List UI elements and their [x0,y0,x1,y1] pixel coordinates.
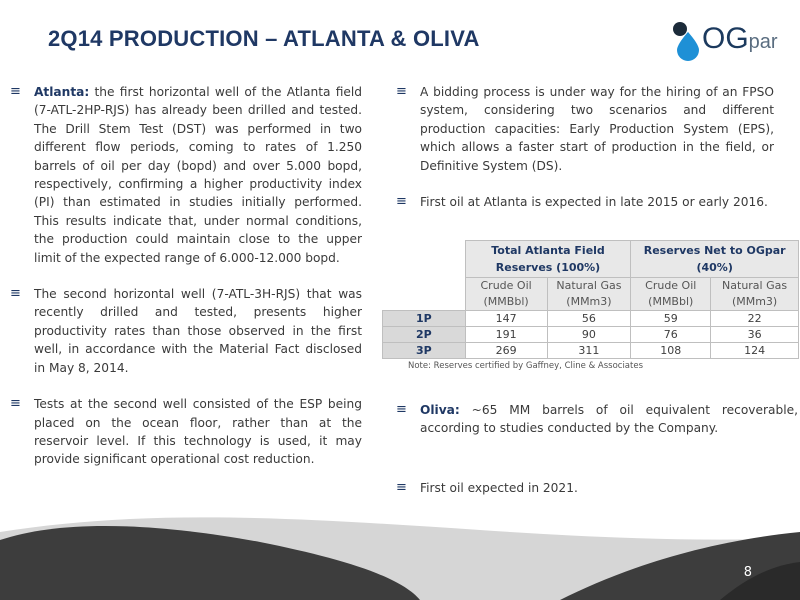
bullet-atlanta [10,83,362,267]
page-number: 8 [743,565,752,580]
bullet-oliva [396,401,798,438]
table-cell: 76 [631,327,711,343]
table-cell: 36 [711,327,799,343]
footer-swoosh [0,480,800,600]
bullet-text: The second horizontal well (7-ATL-3H-RJS) that was recently drilled and tested, presents higher productivity rates than those observed in the first well, in accordance with the Material Fact disclosed in May 8, 2014. [34,287,362,375]
table-cell: 59 [631,311,711,327]
bullet-fpso-bidding [396,83,774,175]
subheader-crude-oil: Crude Oil (MMBbl) [465,278,547,311]
bullet-icon: ≡ [10,396,21,412]
header-net-reserves: Reserves Net to OGpar (40%) [631,241,799,278]
bullet-second-well [10,285,362,377]
bullet-icon: ≡ [396,194,407,210]
table-corner [383,278,466,311]
left-column [10,83,362,469]
table-row [383,343,799,359]
bullet-icon: ≡ [396,480,407,495]
bullet-icon: ≡ [396,402,407,417]
reserves-table [382,240,799,359]
bullet-text: the first horizontal well of the Atlanta field (7-ATL-2HP-RJS) has already been drilled and tested. The Drill Stem Test (DST) was performed in two different flow periods, coming to rates of 1.250 barrels of oil per day (bopd) and over 5.000 bopd, respectively, confirming a higher productivity index (PI) than estimated in studies initially performed. This results indicate that, under normal conditions, the production could maintain close to the upper limit of the expected range of 6.000-12.000 bopd. [34,85,362,265]
table-corner [383,241,466,278]
row-label: 3P [383,343,466,359]
logo-wordmark: OGpar [702,22,778,55]
bullet-lead: Atlanta: [34,85,90,99]
table-cell: 124 [711,343,799,359]
table-note: Note: Reserves certified by Gaffney, Cline & Associates [408,361,643,371]
bullet-text: ~65 MM barrels of oil equivalent recoverable, according to studies conducted by the Company. [420,403,798,436]
table-cell: 22 [711,311,799,327]
bullet-esp-tests [10,395,362,469]
bullet-text: First oil at Atlanta is expected in late 2015 or early 2016. [420,195,768,210]
bullet-text: A bidding process is under way for the hiring of an FPSO system, considering two scenarios and different production capacities: Early Production System (EPS), which allows a faster start of production in the field, or Definitive System (DS). [420,85,774,173]
subheader-natural-gas: Natural Gas (MMm3) [547,278,631,311]
drop-logo-icon [668,18,702,62]
company-logo [668,18,788,62]
subheader-crude-oil: Crude Oil (MMBbl) [631,278,711,311]
bullet-first-oil-atlanta [396,193,774,211]
table-row [383,311,799,327]
bullet-text: First oil expected in 2021. [420,481,578,495]
table-cell: 311 [547,343,631,359]
row-label: 1P [383,311,466,327]
subheader-natural-gas: Natural Gas (MMm3) [711,278,799,311]
header-total-reserves: Total Atlanta Field Reserves (100%) [465,241,631,278]
bullet-icon: ≡ [10,286,21,302]
page-title: 2Q14 PRODUCTION – ATLANTA & OLIVA [48,26,480,51]
bullet-lead: Oliva: [420,403,460,417]
table-cell: 108 [631,343,711,359]
table-cell: 191 [465,327,547,343]
table-cell: 269 [465,343,547,359]
table-cell: 90 [547,327,631,343]
table-cell: 147 [465,311,547,327]
right-column [396,83,774,211]
bullet-icon: ≡ [396,84,407,99]
bullet-icon: ≡ [10,84,21,99]
table-cell: 56 [547,311,631,327]
row-label: 2P [383,327,466,343]
table-row [383,327,799,343]
bullet-text: Tests at the second well consisted of the ESP being placed on the ocean floor, rather than at the reservoir level. If this technology is used, it may provide significant operational cost reduction. [34,397,362,467]
